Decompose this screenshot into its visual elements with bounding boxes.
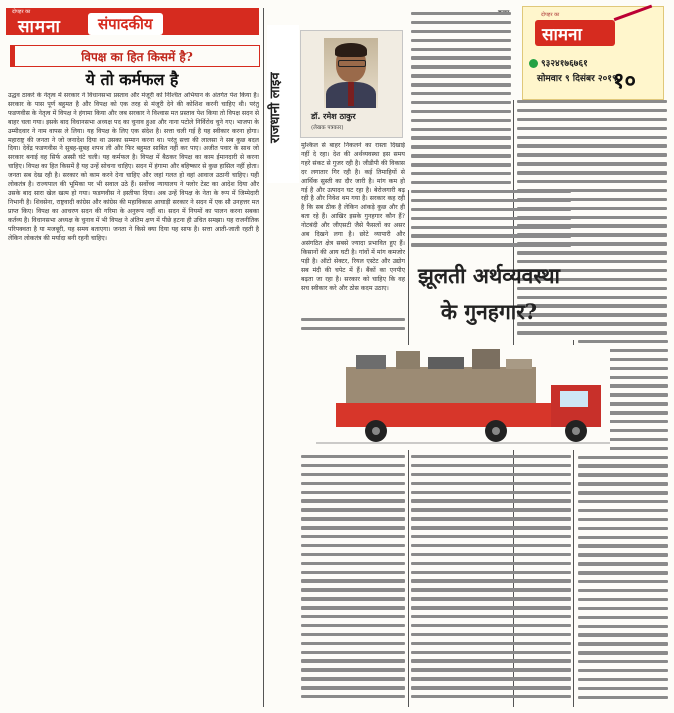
author-name: डॉ. रमेश ठाकुर	[311, 112, 356, 121]
headline-box	[10, 45, 260, 67]
masthead-tagline: दोपहर का	[541, 12, 560, 18]
column-label	[267, 25, 299, 183]
headline-box-text: विपक्ष का हित किसमें है?	[81, 49, 193, 64]
feature-title-line2: के गुनहगार?	[440, 299, 538, 324]
column-divider	[263, 8, 264, 707]
column-name: राजधानी लाइव	[268, 72, 283, 144]
masthead-brand: सामना	[542, 25, 582, 45]
masthead-logo	[535, 20, 615, 46]
text-column	[301, 455, 405, 707]
editorial-body: उद्धव ठाकरे के नेतृत्व में सरकार ने विधानसभा प्रस्ताव और मंजूरी को निश्चित अभियान के अंतर्गत पेश किया है। सरकार के पास पूर्ण बहुमत है और विपक्ष को एक तरह से मंजूरी देने की कोशिश करनी चाहिए थी। परंतु फडणवीस के नेतृत्व में विपक्ष ने हंगामा किया और जब सरकार ने विश्वास मत प्रस्ताव पेश किया तो विपक्ष सदन से बाहर चला गया। इसके बाद विधानसभा अध्यक्ष पद का चुनाव हुआ और नाना पटोले निर्विरोध चुने गए। भाजपा के उम्मीदवार ने नाम वापस ले लिया। यह विपक्ष के लिए एक संदेश है। सत्ता चली गई है यह स्वीकार करना होगा। महाराष्ट्र की जनता ने जो जनादेश दिया था उसका सम्मान करना था। परंतु सत्ता की लालसा ने सब कुछ बदल दिया। देवेंद्र फडणवीस ने सुबह-सुबह शपथ ली और फिर बहुमत साबित नहीं कर पाए। अजीत पवार के साथ जो सरकार बनाई वह सिर्फ अस्सी घंटे चली। यह कर्मफल है। विपक्ष में बैठकर विपक्ष का काम ईमानदारी से करना चाहिए। विपक्ष का हित किसमें है यह उन्हें सोचना चाहिए। सदन में हंगामा और बहिष्कार से कुछ हासिल नहीं होता। जनता सब देख रही है। सरकार को काम करने देना चाहिए और जहां गलत हो वहां आवाज उठानी चाहिए। यही लोकतंत्र है। राज्यपाल की भूमिका पर भी सवाल उठे हैं। सर्वोच्च न्यायालय ने फ्लोर टेस्ट का आदेश दिया और उसके बाद सारा खेल खत्म हो गया। फडणवीस ने इस्तीफा दिया। अब उन्हें विपक्ष के नेता के रूप में जिम्मेदारी निभानी है। शिवसेना, राष्ट्रवादी कांग्रेस और कांग्रेस की महाविकास आघाड़ी सरकार ने सदन में एक सौ उनहत्तर मत प्राप्त किए। विपक्ष का आचरण सदन की गरिमा के अनुरूप नहीं था। सदन में नियमों का पालन करना सबका कर्तव्य है। विधानसभा अध्यक्ष के चुनाव में भी विपक्ष ने अंतिम क्षण में पीछे हटना ही उचित समझा। यह राजनीतिक परिपक्वता है या मजबूरी, यह समय बताएगा। जनता ने किसे क्या दिया यह साफ है। सत्ता आती-जाती रहती है लेकिन लोकतंत्र की मर्यादा बनी रहनी चाहिए।	[8, 92, 259, 242]
phone-number: ९३२४१७६७६१	[541, 59, 588, 69]
text-column	[411, 455, 571, 707]
editorial-logo	[6, 8, 259, 35]
feature-title	[408, 258, 570, 330]
text-column	[411, 12, 511, 192]
economy-truck-illustration	[316, 345, 610, 450]
pen-icon	[614, 5, 657, 33]
text-column	[301, 318, 405, 338]
brand-name: सामना	[18, 17, 61, 37]
brand-tagline: दोपहर का	[12, 9, 31, 15]
section-name: संपादकीय	[88, 13, 163, 35]
whatsapp-icon	[529, 59, 538, 68]
feature-body-intro: मुश्किल से बाहर निकलने का रास्ता दिखाई नहीं दे रहा। देश की अर्थव्यवस्था इस समय गहरे संकट से गुजर रही है। जीडीपी की विकास दर लगातार गिर रही है। कई तिमाहियों से आर्थिक सुस्ती का दौर जारी है। मांग कम हो गई है और उत्पादन घट रहा है। बेरोजगारी बढ़ रही है और निवेश थम गया है। सरकार कह रही है कि सब ठीक है लेकिन आंकड़े कुछ और ही बता रहे हैं। आखिर इसके गुनहगार कौन हैं? नोटबंदी और जीएसटी जैसे फैसलों का असर अब दिखने लगा है। छोटे व्यापारी और असंगठित क्षेत्र सबसे ज्यादा प्रभावित हुए हैं। किसानों की आय घटी है। गांवों में मांग कमजोर पड़ी है। ऑटो सेक्टर, रियल एस्टेट और उद्योग सब मंदी की चपेट में हैं। बैंकों का एनपीए बढ़ता जा रहा है। सरकार को चाहिए कि वह सच स्वीकार करे और ठोस कदम उठाए।	[301, 142, 405, 292]
feature-title-line1: झूलती अर्थव्यवस्था	[418, 263, 560, 288]
page-number: १०	[613, 68, 636, 94]
masthead	[522, 6, 664, 100]
issue-date: सोमवार ९ दिसंबर २०१९	[537, 74, 617, 84]
author-role: (लेखक पत्रकार)	[311, 125, 344, 131]
masthead-phone	[529, 56, 588, 69]
editorial-title: ये तो कर्मफल है	[85, 70, 179, 89]
author-box	[300, 30, 403, 138]
author-photo	[324, 38, 378, 108]
